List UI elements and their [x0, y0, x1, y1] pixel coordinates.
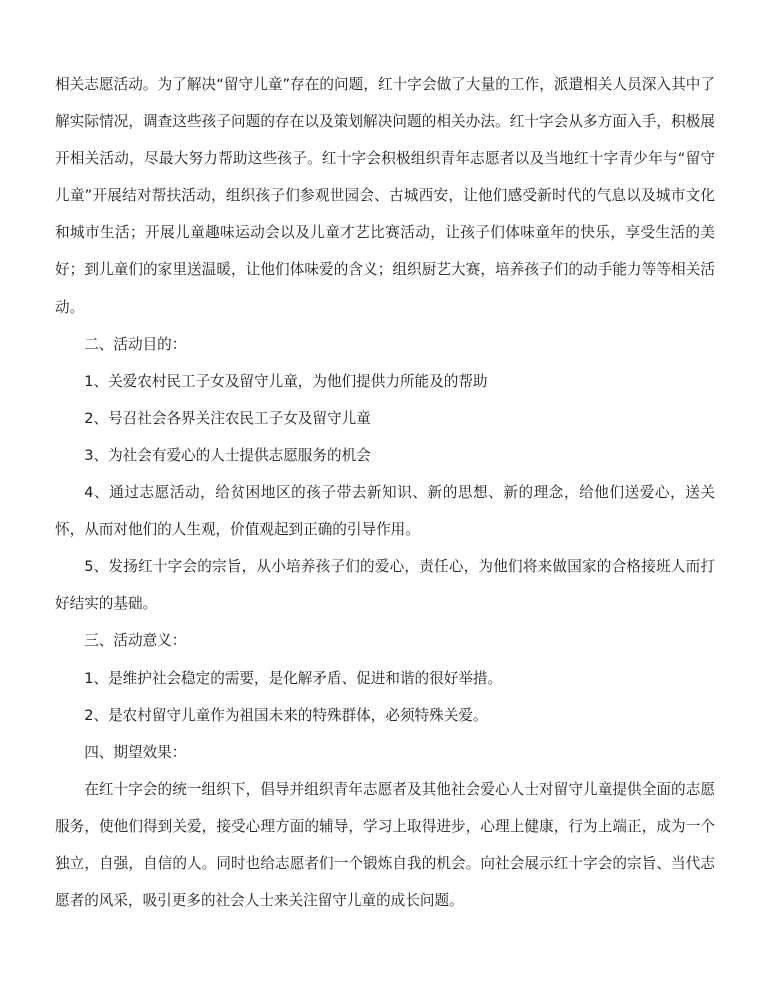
heading-expected-effect: 四、期望效果：: [84, 743, 187, 761]
heading-activity-significance: 三、活动意义：: [84, 632, 187, 650]
heading-activity-purpose: 二、活动目的：: [84, 335, 187, 353]
paragraph-expected-effect: 在红十字会的统一组织下，倡导并组织青年志愿者及其他社会爱心人士对留守儿童提供全面的志愿服务，使他们得到关爱，接受心理方面的辅导，学习上取得进步，心理上健康，行为上端正，成为一个独立，自强，自信的人。同时也给志愿者们一个锻炼自我的机会。向社会展示红十字会的宗旨、当代志愿者的风采，吸引更多的社会人士来关注留守儿童的成长问题。: [55, 780, 715, 910]
purpose-item-1: 1、关爱农村民工子女及留守儿童，为他们提供力所能及的帮助: [84, 372, 488, 390]
significance-item-2: 2、是农村留守儿童作为祖国未来的特殊群体，必须特殊关爱。: [84, 706, 488, 724]
purpose-item-2: 2、号召社会各界关注农民工子女及留守儿童: [84, 409, 371, 427]
purpose-item-5: 5、发扬红十字会的宗旨，从小培养孩子们的爱心，责任心，为他们将来做国家的合格接班人而打好结实的基础。: [55, 558, 715, 613]
purpose-item-4: 4、通过志愿活动，给贫困地区的孩子带去新知识、新的思想、新的理念，给他们送爱心，送关怀，从而对他们的人生观，价值观起到正确的引导作用。: [55, 484, 715, 539]
paragraph-activity-content: 相关志愿活动。为了解决“留守儿童”存在的问题，红十字会做了大量的工作，派遣相关人员深入其中了解实际情况，调查这些孩子问题的存在以及策划解决问题的相关办法。红十字会从多方面入手，积极展开相关活动，尽最大努力帮助这些孩子。红十字会积极组织青年志愿者以及当地红十字青少年与“留守儿童”开展结对帮扶活动，组织孩子们参观世园会、古城西安，让他们感受新时代的气息以及城市文化和城市生活；开展儿童趣味运动会以及儿童才艺比赛活动，让孩子们体味童年的快乐，享受生活的美好；到儿童们的家里送温暖，让他们体味爱的含义；组织厨艺大赛，培养孩子们的动手能力等等相关活动。: [55, 76, 715, 316]
purpose-item-3: 3、为社会有爱心的人士提供志愿服务的机会: [84, 446, 371, 464]
significance-item-1: 1、是维护社会稳定的需要，是化解矛盾、促进和谐的很好举措。: [84, 669, 503, 687]
document-page: [55, 66, 715, 919]
